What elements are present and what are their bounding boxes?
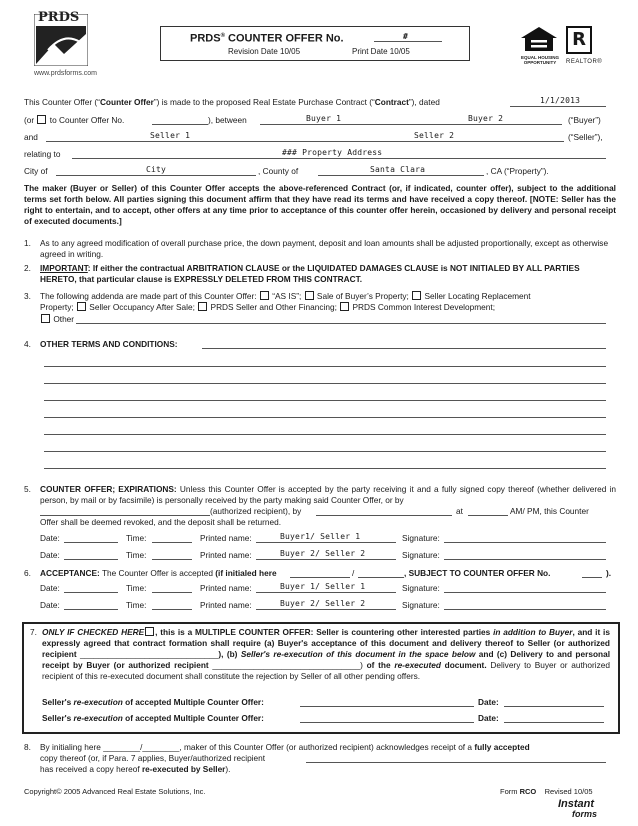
multiple-counter-checkbox[interactable] (145, 627, 154, 636)
acc-row-2: Date: Time: Printed name: Buyer 2/ Seller 2 Signature: (40, 600, 620, 612)
time-line[interactable] (468, 515, 508, 516)
financing-checkbox[interactable] (198, 302, 207, 311)
item-5-c: at (456, 506, 463, 516)
seller-2: Seller 2 (414, 131, 455, 140)
date-line[interactable] (510, 106, 606, 107)
reexec-row-1: Seller's re-execution of accepted Multiple Counter Offer: (42, 697, 264, 707)
item-2-text: IMPORTANT: If either the contractual ARBITRATION CLAUSE or the LIQUIDATED DAMAGES CLAUSE is NOT INITIALED BY ALL PARTIES HERETO, that particular clause is EXPRESSLY DELETED FROM THIS CONTRACT. (40, 263, 580, 284)
item-5-number: 5. (24, 484, 31, 494)
city-line[interactable] (56, 175, 256, 176)
item-3-number: 3. (24, 291, 31, 301)
maker-paragraph: The maker (Buyer or Seller) of this Counter Offer accepts the above-referenced Contract (or, if indicated, counter offer), subject to the additional terms set forth below. All parties signing this document affirm that they have read its terms and have received a copy thereof. [NOTE: Seller has the right to entertain, and to accept, other offers at any time prior to acceptance of this counter offer herein, occasioned by delivery and personal receipt of executed documents.] (24, 183, 616, 226)
reexec-line-1[interactable] (300, 706, 474, 707)
city-label: City of (24, 166, 48, 176)
other-line[interactable] (76, 323, 606, 324)
ca-label: , CA (“Property”). (486, 166, 549, 176)
item-8-line-3: has received a copy hereof re-executed by Seller). (40, 764, 231, 774)
item-8-line-2: copy thereof (or, if Para. 7 applies, Buyer/authorized recipient (40, 753, 266, 763)
website: www.prdsforms.com (34, 70, 98, 77)
terms-line-3[interactable] (44, 400, 606, 401)
item-8-recipient-line[interactable] (306, 762, 606, 763)
buyer-label: (“Buyer”) (568, 115, 601, 125)
seller-label: (“Seller”), (568, 132, 603, 142)
printed-name-1: Buyer1/ Seller 1 (280, 532, 361, 541)
title-prefix: PRDS (190, 32, 221, 45)
form-title (190, 31, 344, 45)
buyer-2: Buyer 2 (468, 114, 504, 123)
county-label: , County of (258, 166, 299, 176)
initial-line-1[interactable] (290, 577, 350, 578)
item-8-line-1: By initialing here ________/________, maker of this Counter Offer (or authorized recipient) acknowledges receipt of a fully accepted (40, 742, 530, 752)
co-number-line[interactable] (582, 577, 602, 578)
as-is-checkbox[interactable] (260, 291, 269, 300)
item-5-b: (authorized recipient), by (210, 506, 302, 516)
cid-checkbox[interactable] (340, 302, 349, 311)
property-address: ### Property Address (282, 148, 383, 157)
acc-printed-name-1: Buyer 1/ Seller 1 (280, 582, 366, 591)
reexec-row-2: Seller's re-execution of accepted Multiple Counter Offer: (42, 713, 264, 723)
equal-housing-logo (520, 26, 559, 65)
realtor-logo (566, 26, 608, 64)
terms-line-2[interactable] (44, 383, 606, 384)
instant-text: Instant (558, 798, 595, 810)
and-label: and (24, 132, 38, 142)
revision-date: Revision Date 10/05 (228, 47, 301, 56)
reexec-date-line-1[interactable] (504, 706, 604, 707)
co-no-line[interactable] (152, 124, 208, 125)
item-6-number: 6. (24, 568, 31, 578)
print-date: Print Date 10/05 (352, 47, 410, 56)
county-value: Santa Clara (370, 165, 426, 174)
offer-no: # (403, 32, 409, 41)
item-3-line-1: The following addenda are made part of this Counter Offer: “AS IS”; Sale of Buyer’s Property; Seller Locating Replacement (40, 291, 531, 301)
title-main: COUNTER OFFER No. (228, 32, 344, 45)
auth-recipient-line[interactable] (40, 515, 210, 516)
terms-line-4[interactable] (44, 417, 606, 418)
reexec-date-label-1: Date: (478, 697, 499, 707)
property-line[interactable] (72, 158, 606, 159)
equal-housing-text: EQUAL HOUSING OPPORTUNITY (521, 55, 559, 65)
buyer-1: Buyer 1 (306, 114, 342, 123)
item-7-text: ONLY IF CHECKED HERE , this is a MULTIPLE COUNTER OFFER: Seller is countering other interested parties in addition to Buyer, and it is expressly agreed that contract formation shall require (a) Buyer's acceptance of this document and delivery thereof to Seller (or authorized recipient ______________________________), (b) Seller's re-execution of this document in the space below and (c) Delivery to and personal receipt by Buyer (or authorized recipient ________________________________) of the re-executed document. Delivery to Buyer or authorized recipient of this re-executed document shall constitute the rejection by Seller of all other pending offers. (42, 627, 610, 681)
buyer-line[interactable] (260, 124, 562, 125)
reexec-date-line-2[interactable] (504, 722, 604, 723)
by-date-line[interactable] (316, 515, 452, 516)
realtor-r-icon: R (566, 26, 592, 54)
item-6-c: , SUBJECT TO COUNTER OFFER No. (404, 568, 551, 578)
item-8-number: 8. (24, 742, 31, 752)
item-6-line: ACCEPTANCE: The Counter Offer is accepted (if initialed here (40, 568, 277, 578)
intro-line: This Counter Offer (“Counter Offer”) is made to the proposed Real Estate Purchase Contract (“Contract”), dated (24, 97, 440, 107)
seller-locating-checkbox[interactable] (412, 291, 421, 300)
terms-line-5[interactable] (44, 434, 606, 435)
seller-1: Seller 1 (150, 131, 191, 140)
acc-row-1: Date: Time: Printed name: Buyer 1/ Seller 1 Signature: (40, 583, 620, 595)
printed-name-2: Buyer 2/ Seller 2 (280, 549, 366, 558)
equal-housing-icon (520, 26, 558, 52)
item-5-d: AM/ PM, this Counter (510, 506, 589, 516)
title-reg: ® (220, 33, 225, 39)
item-5-text: COUNTER OFFER; EXPIRATIONS: Unless this Counter Offer is accepted by the party receiving it and a fully signed copy thereof (whether delivered in person, by mail or by facsimile) is personally received by the party making said Counter Offer, or by (40, 484, 616, 505)
item-1-text: As to any agreed modification of overall purchase price, the down payment, deposit and loan amounts shall be adjusted proportionally, except as otherwise agreed in writing. (40, 238, 609, 259)
sig-row-2: Date: Time: Printed name: Buyer 2/ Seller 2 Signature: (40, 550, 620, 562)
date-value: 1/1/2013 (540, 96, 581, 105)
copyright: Copyright© 2005 Advanced Real Estate Solutions, Inc. (24, 787, 206, 796)
city-value: City (146, 165, 167, 174)
terms-line-7[interactable] (44, 468, 606, 469)
county-line[interactable] (318, 175, 484, 176)
instant-forms-logo (558, 799, 597, 819)
sale-buyer-property-checkbox[interactable] (305, 291, 314, 300)
terms-line-0[interactable] (202, 348, 606, 349)
acc-printed-name-2: Buyer 2/ Seller 2 (280, 599, 366, 608)
logo-text: PRDS (38, 10, 80, 25)
seller-line[interactable] (46, 141, 564, 142)
item-7-number: 7. (30, 627, 37, 637)
item-3-line-2: Property; Seller Occupancy After Sale; PRDS Seller and Other Financing; PRDS Common Interest Development; (40, 302, 496, 312)
item-5-e: Offer shall be deemed revoked, and the deposit shall be returned. (40, 517, 282, 527)
relating-label: relating to (24, 149, 61, 159)
other-checkbox[interactable] (41, 314, 50, 323)
item-4-number: 4. (24, 339, 31, 349)
occupancy-checkbox[interactable] (77, 302, 86, 311)
or-line: (or to Counter Offer No. (24, 115, 125, 125)
prds-logo (34, 10, 88, 66)
reexec-line-2[interactable] (300, 722, 474, 723)
item-1-number: 1. (24, 238, 31, 248)
form-code: Form RCO Revised 10/05 (500, 787, 593, 796)
item-3-line-3: Other (40, 314, 74, 325)
sig-row-1: Date: Time: Printed name: Buyer1/ Seller 1 Signature: (40, 533, 620, 545)
terms-line-6[interactable] (44, 451, 606, 452)
counter-offer-checkbox[interactable] (37, 115, 46, 124)
item-2-number: 2. (24, 263, 31, 273)
reexec-date-label-2: Date: (478, 713, 499, 723)
realtor-text: REALTOR® (566, 59, 603, 65)
between-label: ), between (208, 115, 247, 125)
item-4-label: OTHER TERMS AND CONDITIONS: (40, 339, 178, 349)
forms-text: forms (572, 809, 598, 819)
terms-line-1[interactable] (44, 366, 606, 367)
initial-line-2[interactable] (358, 577, 404, 578)
